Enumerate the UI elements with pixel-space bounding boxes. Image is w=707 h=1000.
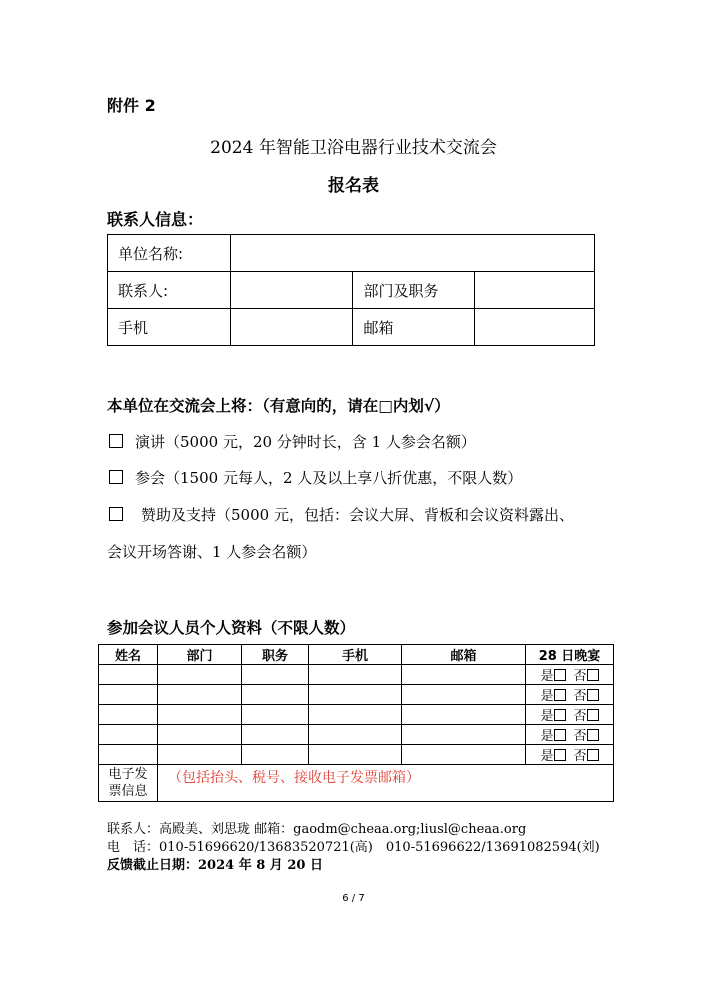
option-speech-label: 演讲（5000 元，20 分钟时长，含 1 人参会名额） [135, 433, 476, 451]
attendee-email-cell[interactable] [402, 665, 526, 685]
option-attend-label: 参会（1500 元每人，2 人及以上享八折优惠，不限人数） [135, 469, 523, 487]
column-header-position: 职务 [242, 645, 309, 665]
table-row [99, 685, 614, 705]
dinner-no-label: 否 [573, 729, 587, 744]
footer-deadline: 反馈截止日期：2024 年 8 月 20 日 [107, 858, 323, 873]
invoice-info-field[interactable] [158, 765, 614, 802]
dinner-yes-label: 是 [540, 669, 554, 684]
attendee-mobile-cell[interactable] [309, 685, 402, 705]
column-header-name: 姓名 [99, 645, 158, 665]
dinner-no-checkbox[interactable] [587, 709, 599, 721]
attendee-email-cell[interactable] [402, 745, 526, 765]
dinner-yes-checkbox[interactable] [554, 689, 566, 701]
dinner-choice-cell [526, 685, 614, 705]
attendee-position-cell[interactable] [242, 665, 309, 685]
dinner-yes-checkbox[interactable] [554, 729, 566, 741]
contact-info-heading: 联系人信息： [107, 210, 204, 229]
dinner-choice-cell [526, 725, 614, 745]
attendee-mobile-cell[interactable] [309, 705, 402, 725]
attendee-department-cell[interactable] [158, 725, 242, 745]
table-row [99, 665, 614, 685]
dinner-no-label: 否 [573, 709, 587, 724]
attendees-table [98, 644, 614, 802]
column-header-dinner: 28 日晚宴 [526, 645, 614, 665]
attendee-position-cell[interactable] [242, 685, 309, 705]
dinner-choice-cell [526, 745, 614, 765]
dinner-yes-label: 是 [540, 749, 554, 764]
option-speech[interactable] [109, 431, 476, 452]
table-row [99, 725, 614, 745]
attendee-department-cell[interactable] [158, 685, 242, 705]
dinner-no-checkbox[interactable] [587, 729, 599, 741]
footer-contact-people: 联系人：高殿美、刘思珑 邮箱：gaodm@cheaa.org;liusl@cheaa.org [107, 822, 527, 837]
attendee-position-cell[interactable] [242, 705, 309, 725]
invoice-label-line1: 电子发 [108, 767, 148, 782]
option-sponsor[interactable] [109, 504, 574, 525]
attendee-name-cell[interactable] [99, 665, 158, 685]
unit-name-row [108, 235, 595, 272]
contact-info-table [107, 234, 595, 346]
unit-name-field[interactable] [230, 235, 594, 272]
page-title: 2024 年智能卫浴电器行业技术交流会 [210, 138, 497, 158]
mobile-email-row [108, 309, 595, 346]
option-sponsor-label: 赞助及支持（5000 元，包括：会议大屏、背板和会议资料露出、 [141, 506, 574, 524]
attendee-name-cell[interactable] [99, 725, 158, 745]
speech-checkbox[interactable] [109, 434, 123, 448]
attachment-label: 附件 2 [107, 96, 156, 115]
attendee-department-cell[interactable] [158, 665, 242, 685]
email-field[interactable] [475, 309, 595, 346]
invoice-row [99, 765, 614, 802]
contact-person-label: 联系人: [108, 272, 231, 309]
column-header-email: 邮箱 [402, 645, 526, 665]
invoice-label-line2: 票信息 [108, 784, 148, 799]
dinner-no-label: 否 [573, 689, 587, 704]
table-row [99, 745, 614, 765]
attendee-position-cell[interactable] [242, 745, 309, 765]
page-number: 6 / 7 [342, 893, 365, 904]
dinner-no-label: 否 [573, 669, 587, 684]
dinner-no-checkbox[interactable] [587, 689, 599, 701]
dinner-choice-cell [526, 665, 614, 685]
contact-person-field[interactable] [230, 272, 353, 309]
dinner-choice-cell [526, 705, 614, 725]
column-header-department: 部门 [158, 645, 242, 665]
attendee-email-cell[interactable] [402, 705, 526, 725]
contact-person-row [108, 272, 595, 309]
mobile-field[interactable] [230, 309, 353, 346]
invoice-note: （包括抬头、税号、接收电子发票邮箱） [168, 770, 420, 786]
attendee-mobile-cell[interactable] [309, 725, 402, 745]
attendee-department-cell[interactable] [158, 745, 242, 765]
department-label: 部门及职务 [353, 272, 475, 309]
table-row [99, 705, 614, 725]
attendee-name-cell[interactable] [99, 705, 158, 725]
attendee-position-cell[interactable] [242, 725, 309, 745]
dinner-no-checkbox[interactable] [587, 749, 599, 761]
attendee-name-cell[interactable] [99, 685, 158, 705]
dinner-yes-checkbox[interactable] [554, 669, 566, 681]
footer-phone: 电 话：010-51696620/13683520721(高) 010-51696622/13691082594(刘) [107, 840, 600, 855]
attendee-mobile-cell[interactable] [309, 665, 402, 685]
option-sponsor-continuation: 会议开场答谢、1 人参会名额） [107, 543, 317, 561]
attendee-email-cell[interactable] [402, 685, 526, 705]
dinner-yes-checkbox[interactable] [554, 749, 566, 761]
option-attend[interactable] [109, 467, 522, 488]
participation-heading: 本单位在交流会上将：（有意向的，请在□内划√） [107, 397, 450, 415]
attendee-name-cell[interactable] [99, 745, 158, 765]
dinner-no-label: 否 [573, 749, 587, 764]
dinner-no-checkbox[interactable] [587, 669, 599, 681]
attendees-heading: 参加会议人员个人资料（不限人数） [107, 619, 356, 637]
dinner-yes-label: 是 [540, 729, 554, 744]
attendee-email-cell[interactable] [402, 725, 526, 745]
attendees-header-row [99, 645, 614, 665]
column-header-mobile: 手机 [309, 645, 402, 665]
department-field[interactable] [475, 272, 595, 309]
dinner-yes-checkbox[interactable] [554, 709, 566, 721]
form-title: 报名表 [328, 176, 379, 196]
email-label: 邮箱 [353, 309, 475, 346]
unit-name-label: 单位名称: [108, 235, 231, 272]
mobile-label: 手机 [108, 309, 231, 346]
sponsor-checkbox[interactable] [109, 507, 123, 521]
attendee-mobile-cell[interactable] [309, 745, 402, 765]
attend-checkbox[interactable] [109, 470, 123, 484]
dinner-yes-label: 是 [540, 689, 554, 704]
attendee-department-cell[interactable] [158, 705, 242, 725]
dinner-yes-label: 是 [540, 709, 554, 724]
invoice-label [99, 765, 158, 802]
